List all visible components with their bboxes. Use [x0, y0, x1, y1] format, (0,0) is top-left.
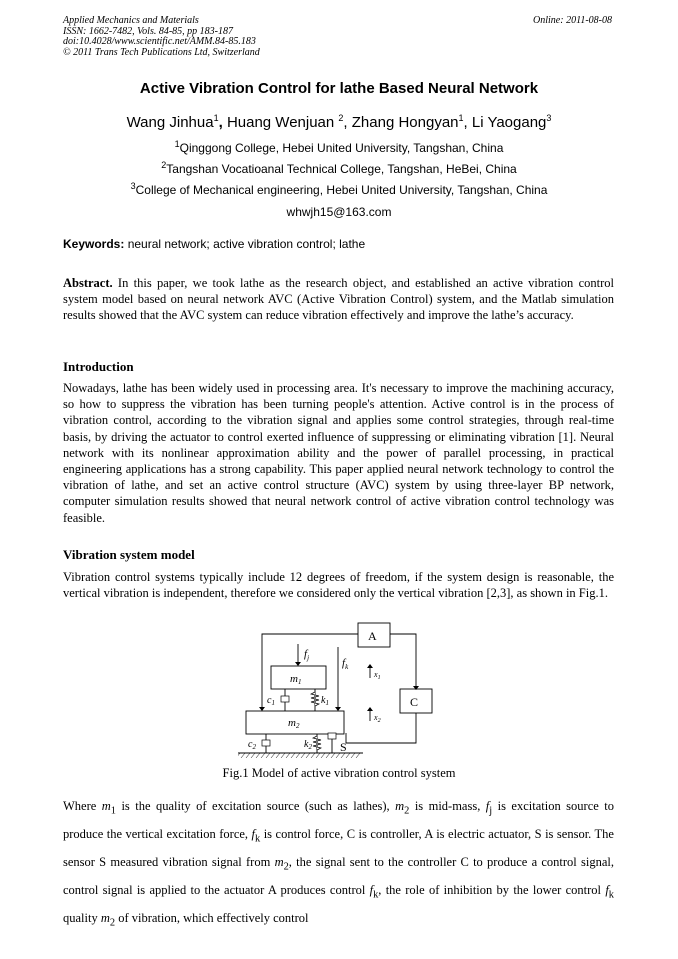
paper-title: Active Vibration Control for lathe Based Neural Network	[139, 80, 539, 97]
affiliation-text: Qinggong College, Hebei United University, Tangshan, China	[179, 141, 504, 155]
hatch-mark	[306, 753, 310, 758]
symbol-fk: f	[605, 883, 609, 897]
where-text: is mid-mass,	[409, 799, 486, 813]
x1-label: $x_1$	[374, 670, 381, 681]
hatch-mark	[321, 753, 325, 758]
symbol-fk: f	[251, 827, 256, 841]
symbol-m2-sub: 2	[283, 861, 289, 873]
hatch-mark	[271, 753, 275, 758]
force-fk-label: $f_k$	[342, 657, 349, 671]
arrow-head	[295, 662, 301, 666]
hatch-mark	[276, 753, 280, 758]
symbol-fk-sub: k	[255, 833, 261, 845]
online-date: Online: 2011-08-08	[533, 15, 612, 26]
author-separator: ,	[218, 114, 227, 131]
arrow-head	[367, 664, 373, 668]
affiliation-sup: 3	[130, 181, 136, 191]
affiliation-text: College of Mechanical engineering, Hebei United University, Tangshan, China	[135, 183, 548, 197]
sensor-label: S	[340, 740, 347, 754]
hatch-mark	[296, 753, 300, 758]
x2-label: $x_2$	[374, 713, 381, 724]
author-sup: 2	[338, 113, 344, 123]
author-name: Wang Jinhua	[126, 114, 214, 131]
affiliation	[0, 139, 678, 155]
author-sup: 3	[546, 113, 552, 123]
journal-header	[63, 16, 260, 58]
symbol-fj-sub: j	[489, 805, 493, 817]
symbol-fk: f	[369, 883, 374, 897]
symbol-m2-sub: 2	[404, 805, 410, 817]
doi-line: doi:10.4028/www.scientific.net/AMM.84-85.183	[63, 36, 256, 47]
arrow-head	[259, 707, 265, 711]
symbol-m2: m	[395, 799, 405, 813]
symbol-fk-sub: k	[373, 889, 379, 901]
journal-name: Applied Mechanics and Materials	[63, 15, 199, 26]
actuator-label: A	[368, 629, 377, 643]
signal-line	[262, 634, 358, 711]
force-fj-label: $f_j$	[304, 648, 310, 662]
hatch-mark	[238, 753, 240, 758]
hatch-mark	[311, 753, 315, 758]
damper-c1	[281, 696, 289, 702]
author-list	[0, 113, 678, 131]
affiliation-text: Tangshan Vocatioanal Technical College, Tangshan, HeBei, China	[166, 162, 517, 176]
hatch-mark	[316, 753, 320, 758]
affiliation-sup: 2	[161, 160, 167, 170]
where-text: , the role of inhibition by the lower control	[378, 883, 606, 897]
where-text: is excitation source to produce the vertical excitation force,	[63, 799, 614, 841]
hatch-mark	[256, 753, 260, 758]
mass-m2-label: m2	[288, 717, 300, 730]
hatch-mark	[246, 753, 250, 758]
signal-line	[346, 713, 416, 743]
hatch-mark	[331, 753, 335, 758]
author-separator: ,	[343, 114, 352, 131]
spring-k2-label: $k_2$	[304, 739, 312, 751]
issn-line: ISSN: 1662-7482, Vols. 84-85, pp 183-187	[63, 25, 233, 37]
spring-k2	[313, 736, 321, 750]
author-sup: 1	[458, 113, 464, 123]
vibration-model-figure	[238, 620, 438, 764]
affiliation	[0, 181, 678, 197]
spring-k1	[311, 692, 319, 706]
keywords-label: Keywords:	[63, 237, 125, 251]
damper-c1-label: $c_1$	[267, 695, 275, 707]
author-name: Li Yaogang	[471, 114, 547, 131]
symbol-m1-sub: 1	[110, 805, 116, 817]
hatch-mark	[286, 753, 290, 758]
hatch-mark	[351, 753, 355, 758]
where-text: is control force, C is controller, A is electric actuator, S is sensor. The sensor S measured vibration signal from	[63, 827, 614, 869]
model-text: Vibration control systems typically include 12 degrees of freedom, if the system design is reasonable, the vertical vibration is independent, therefore we considered only the vertical vibration [2,3], as shown in Fig.1.	[63, 570, 614, 601]
arrow-head	[335, 707, 341, 711]
damper-c2-label: $c_2$	[248, 739, 256, 751]
symbol-m2: m	[274, 855, 284, 869]
symbol-fk-sub: k	[608, 889, 614, 901]
signal-line	[390, 634, 416, 689]
sensor-box	[328, 733, 336, 739]
abstract	[63, 275, 614, 324]
symbol-fj: f	[485, 799, 490, 813]
hatch-mark	[326, 753, 330, 758]
keywords-text: neural network; active vibration control; lathe	[124, 237, 366, 251]
hatch-mark	[281, 753, 285, 758]
copyright-line: © 2011 Trans Tech Publications Ltd, Switzerland	[63, 46, 260, 58]
where-text: is the quality of excitation source (such as lathes),	[116, 799, 396, 813]
introduction-text: Nowadays, lathe has been widely used in processing area. It's necessary to improve the machining accuracy, so how to suppress the vibration has been turning people's attention. Active control is in the process of vibration control, according to the vibration signal and applies some control strategies, through real-time basis, by driving the actuator to control exerted influence of suppressing or eliminating vibration [1]. Neural network with its nonlinear approximation ability and the power of parallel processing, in practical engineering applications has a strong capability. This paper applied neural network technology to control the vibration of lathe, and set an active control structure (AVC) system by using three-layer BP network, computer simulation results showed that neural network control of active vibration control technology was feasible.	[63, 381, 614, 525]
where-text: quality	[63, 911, 101, 925]
author-name: Zhang Hongyan	[351, 114, 459, 131]
hatch-mark	[301, 753, 305, 758]
author-name: Huang Wenjuan	[226, 114, 339, 131]
where-text: Where	[63, 799, 102, 813]
figure-caption: Fig.1 Model of active vibration control system	[222, 766, 456, 780]
keywords	[63, 237, 365, 251]
hatch-mark	[251, 753, 255, 758]
email: whwjh15@163.com	[286, 205, 392, 219]
section-heading-model: Vibration system model	[63, 547, 195, 562]
hatch-mark	[266, 753, 270, 758]
spring-k1-label: $k_1$	[321, 695, 329, 707]
arrow-head	[367, 707, 373, 711]
symbol-m2: m	[100, 911, 110, 925]
symbol-m2-sub: 2	[109, 917, 116, 929]
controller-label: C	[410, 695, 419, 709]
abstract-label: Abstract.	[63, 276, 113, 290]
symbol-m1: m	[101, 799, 111, 813]
hatch-mark	[356, 753, 360, 758]
author-separator: ,	[463, 114, 472, 131]
author-sup: 1	[213, 113, 219, 123]
section-heading-introduction: Introduction	[63, 359, 134, 374]
affiliation-sup: 1	[174, 139, 180, 149]
where-paragraph	[63, 795, 614, 935]
hatch-mark	[241, 753, 245, 758]
hatch-mark	[291, 753, 295, 758]
damper-c2	[262, 740, 270, 746]
where-text: of vibration, which effectively control	[115, 911, 309, 925]
mass-m1-label: m1	[290, 673, 302, 686]
hatch-mark	[261, 753, 265, 758]
affiliation	[0, 160, 678, 176]
abstract-text: In this paper, we took lathe as the research object, and established an active vibration control system model based on neural network AVC (Active Vibration Control) system, and the Matlab simulation results showed that the AVC system can reduce vibration effectively and improve the lathe’s accuracy.	[63, 276, 614, 323]
where-text: , the signal sent to the controller C to produce a control signal, control signal is applied to the actuator A produces control	[63, 855, 614, 897]
